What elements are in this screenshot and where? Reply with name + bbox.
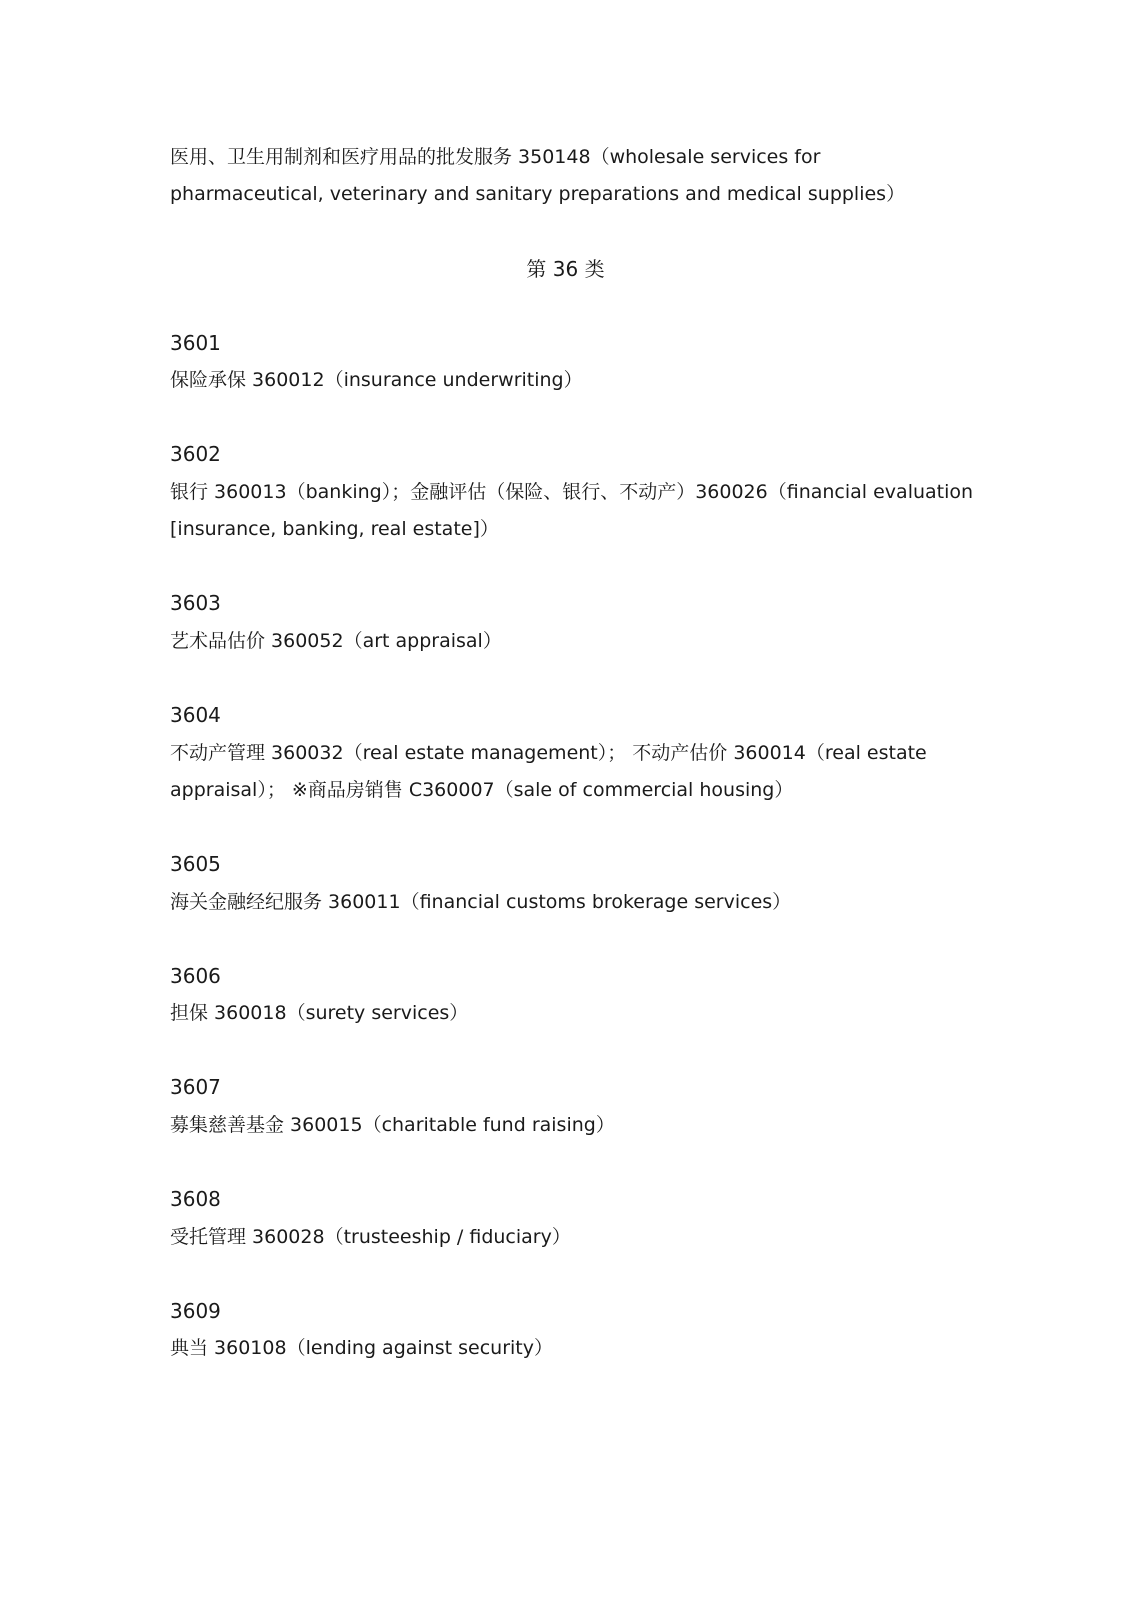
group-code-3603: 3603 — [170, 591, 221, 615]
group-entry-3608: 受托管理 360028（trusteeship / fiduciary） — [170, 1226, 571, 1248]
group-code-3608: 3608 — [170, 1187, 221, 1211]
class-heading: 第 36 类 — [526, 257, 605, 281]
group-entry-3609: 典当 360108（lending against security） — [170, 1337, 553, 1359]
group-code-3601: 3601 — [170, 331, 221, 355]
group-entry-3607: 募集慈善基金 360015（charitable fund raising） — [170, 1114, 615, 1136]
group-code-3602: 3602 — [170, 442, 221, 466]
group-code-3606: 3606 — [170, 964, 221, 988]
group-entry-3602-line-1: 银行 360013（banking）；金融评估（保险、银行、不动产）360026（financial evaluation — [170, 481, 974, 503]
group-code-3605: 3605 — [170, 852, 221, 876]
group-entry-3604-line-1: 不动产管理 360032（real estate management）； 不动产估价 360014（real estate — [170, 742, 927, 764]
group-code-3609: 3609 — [170, 1299, 221, 1323]
group-entry-3602-line-2: [insurance, banking, real estate]） — [170, 518, 499, 540]
group-code-3604: 3604 — [170, 703, 221, 727]
intro-line-2: pharmaceutical, veterinary and sanitary preparations and medical supplies） — [170, 183, 906, 205]
group-entry-3601: 保险承保 360012（insurance underwriting） — [170, 369, 583, 391]
group-code-3607: 3607 — [170, 1075, 221, 1099]
group-entry-3605: 海关金融经纪服务 360011（financial customs brokerage services） — [170, 891, 792, 913]
group-entry-3606: 担保 360018（surety services） — [170, 1002, 469, 1024]
group-entry-3604-line-2: appraisal）； ※商品房销售 C360007（sale of commercial housing） — [170, 779, 794, 801]
group-entry-3603: 艺术品估价 360052（art appraisal） — [170, 630, 502, 652]
intro-line-1: 医用、卫生用制剂和医疗用品的批发服务 350148（wholesale services for — [170, 146, 821, 168]
